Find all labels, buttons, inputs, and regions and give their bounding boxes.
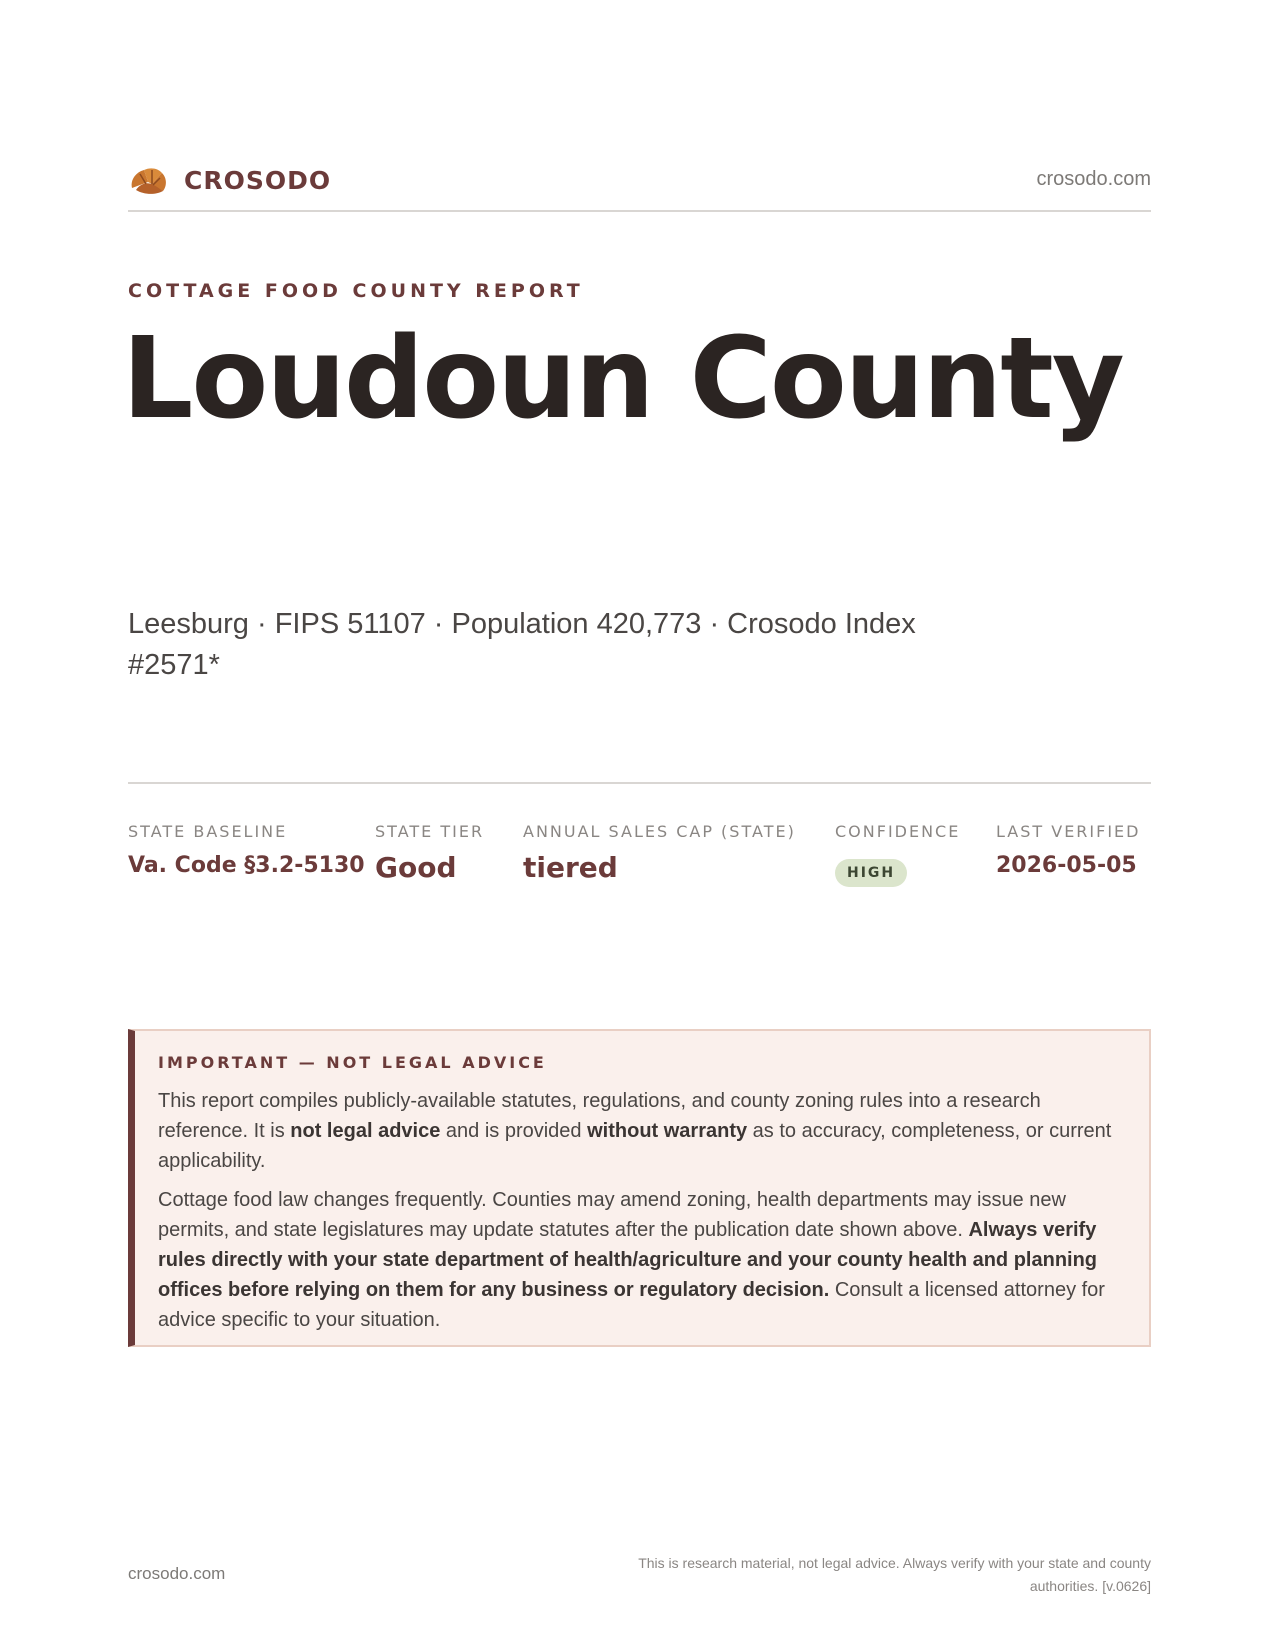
county-subtitle: Leesburg · FIPS 51107 · Population 420,773 · Crosodo Index #2571* [128,608,916,681]
meta-label: STATE TIER [375,822,485,841]
report-page [122,0,1151,1650]
notice-emphasis: not legal advice [290,1120,441,1142]
meta-label: STATE BASELINE [128,822,288,841]
notice-paragraph [158,1086,1123,1176]
brand[interactable] [128,162,331,198]
meta-value: Va. Code §3.2-5130 [128,853,365,878]
meta-label: ANNUAL SALES CAP (STATE) [523,822,796,841]
confidence-badge: HIGH [835,859,907,887]
county-title: Loudoun County [122,314,1123,444]
footer-disclaimer: This is research material, not legal advice. Always verify with your state and county authorities. [v.0626] [638,1555,1151,1594]
notice-text: as to accuracy, completeness, or current applicability. [158,1120,1112,1172]
meta-value: tiered [523,851,618,884]
page-header [128,158,1151,212]
notice-text: Consult a licensed attorney for advice specific to your situation. [158,1279,1105,1331]
notice-text: and is provided [440,1120,588,1142]
meta-state-baseline [128,822,365,878]
croissant-icon [128,162,168,198]
meta-annual-sales-cap [523,822,796,884]
report-eyebrow: COTTAGE FOOD COUNTY REPORT [128,280,584,302]
notice-paragraph [158,1185,1123,1335]
brand-name: CROSODO [184,165,332,195]
header-site-link[interactable]: crosodo.com [1036,168,1151,190]
legal-notice [128,1029,1151,1347]
meta-value: Good [375,851,457,884]
meta-label: CONFIDENCE [835,822,961,841]
notice-text: This report compiles publicly-available statutes, regulations, and county zoning rules into a research reference. It is [158,1090,1041,1142]
notice-title: IMPORTANT — NOT LEGAL ADVICE [158,1053,547,1072]
footer-site-link[interactable]: crosodo.com [128,1564,226,1583]
notice-emphasis: without warranty [587,1120,748,1142]
meta-row [128,782,1151,904]
meta-state-tier [375,822,484,884]
notice-text: Cottage food law changes frequently. Counties may amend zoning, health departments may issue new permits, and state legislatures may update statutes after the publication date shown above. [158,1189,1066,1241]
meta-label: LAST VERIFIED [996,822,1141,841]
notice-emphasis: Always verify rules directly with your state department of health/agriculture and your county health and planning offices before relying on them for any business or regulatory decision. [158,1219,1098,1301]
meta-value: 2026-05-05 [996,853,1137,878]
meta-confidence [835,822,960,887]
meta-last-verified [996,822,1140,878]
